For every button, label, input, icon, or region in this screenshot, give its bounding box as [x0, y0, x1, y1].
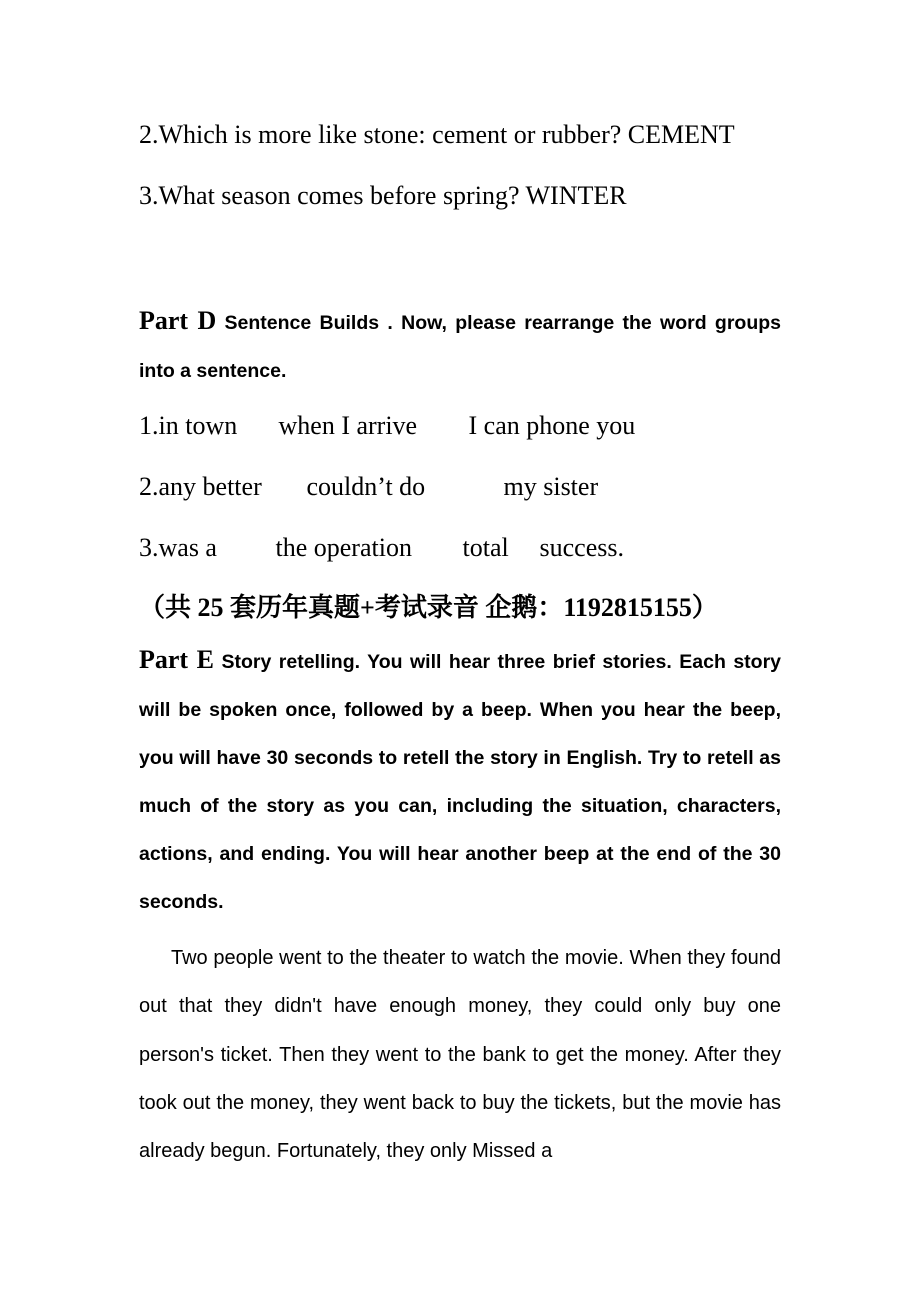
- part-d-heading: [139, 297, 781, 395]
- word-group: my sister: [503, 472, 599, 501]
- part-e-section: [139, 636, 781, 926]
- part-e-instructions: Story retelling. You will hear three brief stories. Each story will be spoken once, followed by a beep. When you hear the beep, you will have 30 seconds to retell the story in English. Try to retell as much of the story as you can, including the situation, characters, actions, and ending. You will hear another beep at the end of the 30 seconds.: [139, 651, 782, 913]
- part-e-label: Part E: [139, 645, 214, 674]
- word-group: was a: [158, 533, 217, 562]
- item-number: 1.: [139, 411, 159, 440]
- sentence-build-item-3: [139, 533, 624, 563]
- story-paragraph: Two people went to the theater to watch the movie. When they found out that they didn't have enough money, they could only buy one person's ticket. Then they went to the bank to get the money. After they took out the money, they went back to buy the tickets, but the movie has already begun. Fortunately, they only Missed a: [139, 947, 781, 1163]
- sentence-build-item-1: [139, 411, 635, 441]
- sentence-build-item-2: [139, 472, 598, 502]
- word-group: in town: [158, 411, 238, 440]
- word-group: success.: [539, 533, 624, 562]
- part-d-section: [139, 297, 781, 395]
- part-d-instructions: Sentence Builds . Now, please rearrange the word groups into a sentence.: [139, 312, 781, 382]
- word-group: when I arrive: [278, 411, 418, 440]
- part-e-heading: [139, 636, 781, 926]
- word-group: I can phone you: [468, 411, 636, 440]
- word-group: couldn’t do: [306, 472, 426, 501]
- item-number: 3.: [139, 533, 159, 562]
- answer-line-2: 2.Which is more like stone: cement or rubber? CEMENT: [139, 120, 735, 149]
- word-group: the operation: [275, 533, 412, 562]
- item-number: 2.: [139, 472, 159, 501]
- promo-banner: （共 25 套历年真题+考试录音 企鹅：1192815155）: [139, 593, 718, 622]
- part-d-label: Part D: [139, 306, 217, 335]
- word-group: total: [462, 533, 509, 562]
- word-group: any better: [158, 472, 262, 501]
- answer-line-3: 3.What season comes before spring? WINTER: [139, 181, 627, 210]
